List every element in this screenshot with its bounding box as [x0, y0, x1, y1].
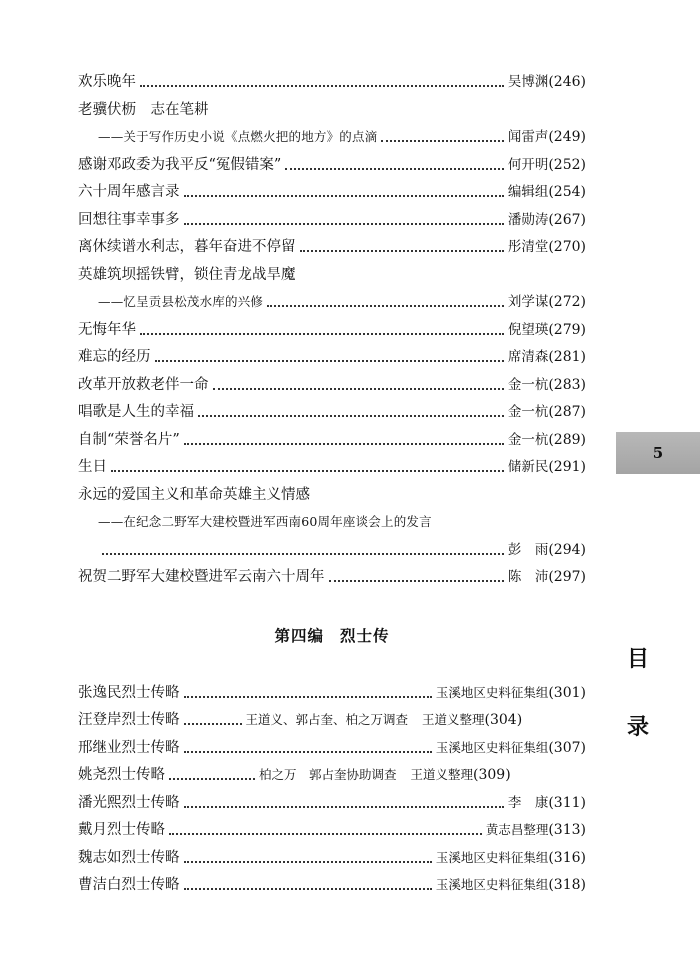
- entry-author: 闻雷声: [507, 129, 549, 145]
- section-part: 第四编: [274, 626, 324, 645]
- dot-leader: [267, 305, 504, 307]
- entry-author: 彤清堂: [507, 239, 549, 255]
- entry-page: (307): [548, 740, 586, 756]
- entry-author: 金一杭: [507, 377, 549, 393]
- entry-author: 席清森: [507, 349, 549, 365]
- entry-investigators: 王道义、郭占奎、柏之万调查: [245, 712, 409, 727]
- entry-page: (309): [473, 767, 511, 783]
- toc-entry: [78, 479, 586, 505]
- toc-entry: [78, 176, 586, 202]
- dot-leader: [184, 806, 504, 808]
- dot-leader: [169, 833, 482, 835]
- dot-leader: [213, 388, 504, 390]
- toc-entry: [78, 204, 586, 230]
- side-label-lu: 录: [626, 714, 649, 740]
- toc-entry: [78, 286, 586, 312]
- dot-leader: [184, 723, 242, 725]
- section-heading: [78, 624, 586, 646]
- entry-page: (252): [548, 157, 586, 173]
- entry-author: 编辑组: [507, 184, 549, 200]
- entry-title: 老骥伏枥 志在笔耕: [78, 102, 209, 118]
- toc-entry: [78, 704, 586, 730]
- dot-leader: [169, 778, 255, 780]
- dot-leader: [184, 443, 504, 445]
- dot-leader: [102, 553, 504, 555]
- entry-title: 永远的爱国主义和革命英雄主义情感: [78, 487, 310, 503]
- entry-page: (301): [548, 685, 586, 701]
- entry-page: (279): [548, 322, 586, 338]
- entry-title: 姚尧烈士传略: [78, 767, 165, 783]
- entry-page: (254): [548, 184, 586, 200]
- entry-author: 刘学谋: [507, 294, 549, 310]
- entry-page: (316): [548, 850, 586, 866]
- entry-page: (294): [548, 542, 586, 558]
- entry-title: 邢继业烈士传略: [78, 740, 180, 756]
- toc-entry: [78, 842, 586, 868]
- entry-title: 无悔年华: [78, 322, 136, 338]
- entry-title: 六十周年感言录: [78, 184, 180, 200]
- entry-title: 自制“荣誉名片”: [78, 432, 180, 448]
- entry-author: 玉溪地区史料征集组: [435, 850, 549, 865]
- dot-leader: [140, 85, 504, 87]
- entry-author: 金一杭: [507, 404, 549, 420]
- entry-author: 王道义整理: [410, 767, 474, 782]
- entry-author: 彭 雨: [507, 542, 549, 558]
- toc-entry: [78, 396, 586, 422]
- entry-page: (246): [548, 74, 586, 90]
- toc-entry: [78, 506, 586, 532]
- toc-entry: [78, 759, 586, 785]
- dot-leader: [285, 168, 504, 170]
- entry-title: 汪登岸烈士传略: [78, 712, 180, 728]
- entry-author: 倪望瑛: [507, 322, 549, 338]
- entry-title: 英雄筑坝摇铁臂，锁住青龙战旱魔: [78, 267, 296, 283]
- toc-entry: [78, 121, 586, 147]
- dot-leader: [111, 470, 504, 472]
- dot-leader: [184, 696, 432, 698]
- entry-subtitle: ——关于写作历史小说《点燃火把的地方》的点滴: [98, 129, 378, 144]
- entry-page: (249): [548, 129, 586, 145]
- dot-leader: [381, 140, 503, 142]
- entry-title: 难忘的经历: [78, 349, 151, 365]
- entry-page: (318): [548, 877, 586, 893]
- entry-subtitle: ——在纪念二野军大建校暨进军西南60周年座谈会上的发言: [98, 514, 432, 529]
- toc-entry: [78, 677, 586, 703]
- toc-entry: [78, 231, 586, 257]
- entry-title: 生日: [78, 459, 107, 475]
- entry-title: 感谢邓政委为我平反“冤假错案”: [78, 157, 282, 173]
- entry-title: 唱歌是人生的幸福: [78, 404, 194, 420]
- toc-entry: [78, 424, 586, 450]
- entry-title: 曹洁白烈士传略: [78, 877, 180, 893]
- dot-leader: [300, 250, 504, 252]
- dot-leader: [329, 580, 504, 582]
- entry-author: 何开明: [507, 157, 549, 173]
- section-name: 烈士传: [340, 626, 390, 645]
- entry-page: (270): [548, 239, 586, 255]
- entry-title: 改革开放救老伴一命: [78, 377, 209, 393]
- entry-author: 李 康: [507, 795, 549, 811]
- dot-leader: [140, 333, 504, 335]
- entry-author: 金一杭: [507, 432, 549, 448]
- dot-leader: [184, 861, 432, 863]
- entry-title: 回想往事幸事多: [78, 212, 180, 228]
- entry-page: (281): [548, 349, 586, 365]
- entry-author: 玉溪地区史料征集组: [435, 877, 549, 892]
- entry-title: 离休续谱水利志，暮年奋进不停留: [78, 239, 296, 255]
- entry-page: (297): [548, 569, 586, 585]
- toc-entry: [78, 94, 586, 120]
- toc-entry: [78, 314, 586, 340]
- entry-page: (272): [548, 294, 586, 310]
- entry-investigators: 柏之万 郭占奎协助调查: [259, 767, 397, 782]
- toc-entry: [78, 149, 586, 175]
- entry-page: (287): [548, 404, 586, 420]
- entry-author: 玉溪地区史料征集组: [435, 685, 549, 700]
- entry-title: 祝贺二野军大建校暨进军云南六十周年: [78, 569, 325, 585]
- toc-entry: [78, 369, 586, 395]
- entry-author: 吴博渊: [507, 74, 549, 90]
- toc-entry: [78, 451, 586, 477]
- dot-leader: [184, 223, 504, 225]
- entry-page: (291): [548, 459, 586, 475]
- dot-leader: [184, 751, 432, 753]
- toc-entry: [78, 534, 586, 560]
- toc-entry: [78, 814, 586, 840]
- entry-author: 潘勋涛: [507, 212, 549, 228]
- entry-author: 储新民: [507, 459, 549, 475]
- toc-entry: [78, 259, 586, 285]
- toc-entry: [78, 732, 586, 758]
- toc-entry: [78, 787, 586, 813]
- entry-subtitle: ——忆呈贡县松茂水库的兴修: [98, 294, 264, 309]
- entry-title: 魏志如烈士传略: [78, 850, 180, 866]
- entry-author: 陈 沛: [507, 569, 549, 585]
- toc-entry: [78, 869, 586, 895]
- entry-author: 玉溪地区史料征集组: [435, 740, 549, 755]
- side-label-mu: 目: [626, 646, 649, 672]
- entry-author: 王道义整理: [422, 712, 485, 727]
- entry-page: (289): [548, 432, 586, 448]
- entry-title: 欢乐晚年: [78, 74, 136, 90]
- entry-page: (304): [484, 712, 523, 728]
- entry-title: 戴月烈士传略: [78, 822, 165, 838]
- toc-entry: [78, 561, 586, 587]
- entry-page: (313): [548, 822, 586, 838]
- dot-leader: [184, 195, 504, 197]
- entry-page: (267): [548, 212, 586, 228]
- entry-page: (311): [548, 795, 586, 811]
- toc-entry: [78, 341, 586, 367]
- dot-leader: [198, 415, 504, 417]
- toc-entry: [78, 66, 586, 92]
- entry-author: 黄志昌整理: [485, 822, 549, 837]
- entry-title: 张逸民烈士传略: [78, 685, 180, 701]
- page-number-tab: 5: [616, 432, 700, 474]
- entry-page: (283): [548, 377, 586, 393]
- dot-leader: [184, 888, 432, 890]
- dot-leader: [155, 360, 504, 362]
- entry-title: 潘光熙烈士传略: [78, 795, 180, 811]
